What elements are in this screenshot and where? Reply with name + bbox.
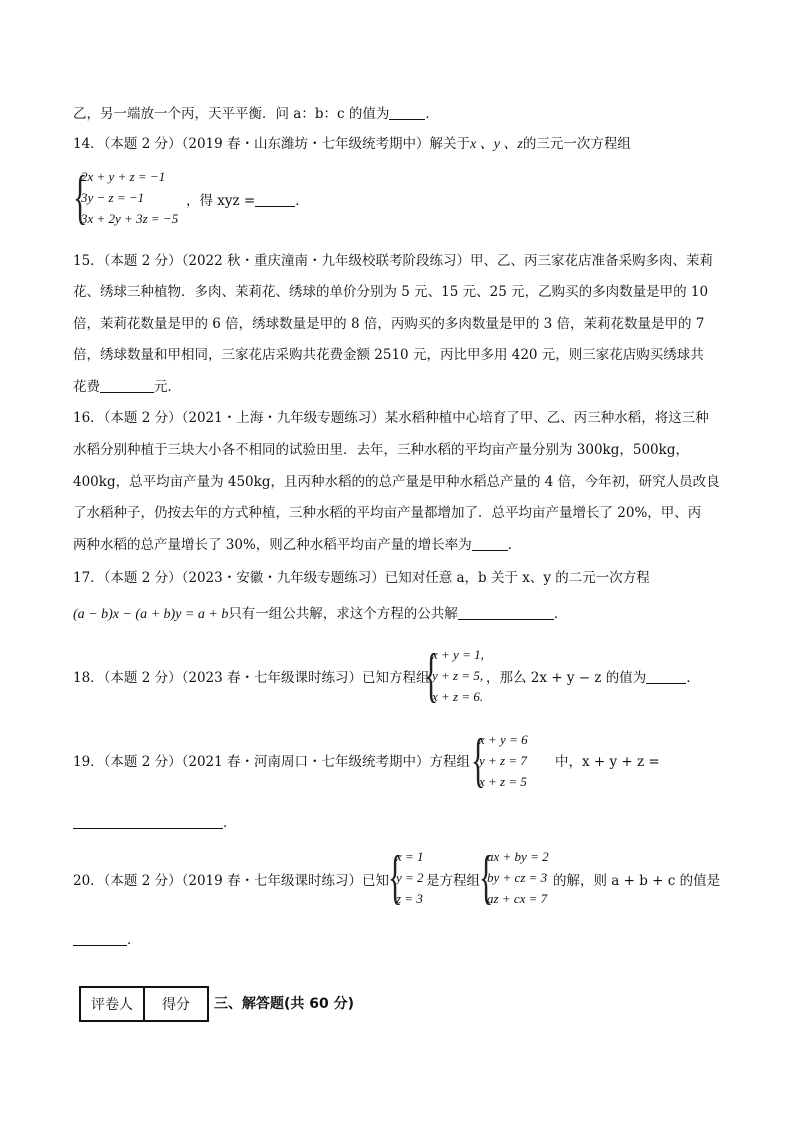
brace-icon: {: [479, 844, 494, 910]
answer-blank[interactable]: [472, 536, 508, 551]
q15-line: 15．（本题 2 分）（2022 秋・重庆潼南・九年级校联考阶段练习）甲、乙、丙三家花店准备采购多肉、茉莉: [73, 253, 713, 269]
q16-answer: 两种水稻的总产量增长了 30%，则乙种水稻平均亩产量的增长率为 ．: [73, 537, 522, 553]
q15-answer: 花费 元．: [73, 379, 181, 395]
brace-icon: {: [388, 844, 403, 910]
reviewer-cell: 评卷人: [80, 987, 144, 1021]
q15-line: 倍，绣球数量和甲相同，三家花店采购共花费金额 2510 元，丙比甲多用 420 元，则三家花店购买绣球共: [73, 347, 704, 363]
q15-line: 倍，茉莉花数量是甲的 6 倍，绣球数量是甲的 8 倍，丙购买的多肉数量是甲的 3 倍，茉莉花数量是甲的 7: [73, 316, 705, 332]
q19-expression: 中，x + y + z =: [555, 754, 660, 770]
score-cell: 得分: [144, 987, 208, 1021]
q16-line: 了水稻种子，仍按去年的方式种植，三种水稻的平均亩产量都增加了．总平均亩产量增长了 20%，甲、丙: [73, 505, 702, 521]
answer-blank[interactable]: [646, 669, 686, 684]
q18-answer: ，那么 2x + y − z 的值为 ．: [486, 670, 700, 686]
q14-stem: 14．（本题 2 分）（2019 春・山东潍坊・七年级统考期中）解关于x 、y 、z的三元一次方程组: [73, 136, 631, 152]
q20-solution: { x = 1 y = 2 z = 3: [388, 844, 424, 910]
q14-equation-system: { 2x + y + z = −1 3y − z = −1 3x + 2y + 3z = −5: [73, 164, 179, 230]
answer-blank[interactable]: [458, 605, 554, 620]
brace-icon: {: [424, 642, 439, 708]
q19-stem: 19．（本题 2 分）（2021 春・河南周口・七年级统考期中）方程组: [73, 754, 470, 770]
q16-line: 400kg，总平均亩产量为 450kg，且丙种水稻的的总产量是甲种水稻总产量的 4 倍，今年初，研究人员改良: [73, 474, 720, 490]
q20-tail: 的解，则 a + b + c 的值是: [553, 873, 721, 889]
q19-equation-system: { x + y = 6 y + z = 7 x + z = 5: [471, 727, 528, 793]
answer-blank[interactable]: [100, 378, 154, 393]
q20-answer: ．: [73, 930, 141, 950]
q19-answer: ．: [73, 813, 237, 833]
score-table: [79, 986, 209, 1022]
q20-stem: 20．（本题 2 分）（2019 春・七年级课时练习）已知: [73, 873, 389, 889]
brace-icon: {: [471, 727, 486, 793]
q18-stem: 18．（本题 2 分）（2023 春・七年级课时练习）已知方程组: [73, 670, 430, 686]
q16-line: 水稻分别种植于三块大小各不相同的试验田里．去年，三种水稻的平均亩产量分别为 300kg，500kg，: [73, 442, 689, 458]
q14-answer: ，得 xyz = ．: [186, 193, 309, 209]
answer-blank[interactable]: [73, 931, 127, 946]
q17-answer: (a − b)x − (a + b)y = a + b只有一组公共解，求这个方程的公共解 ．: [73, 606, 568, 622]
brace-icon: {: [73, 164, 88, 230]
q16-line: 16．（本题 2 分）（2021・上海・九年级专题练习）某水稻种植中心培育了甲、乙、丙三种水稻，将这三种: [73, 410, 709, 426]
q20-connector: 是方程组: [426, 873, 480, 889]
q20-equation-system: { ax + by = 2 by + cz = 3 az + cx = 7: [479, 844, 549, 910]
section-heading: 三、解答题(共 60 分): [214, 996, 355, 1012]
answer-blank[interactable]: [73, 814, 223, 829]
q18-equation-system: { x + y = 1, y + z = 5, x + z = 6.: [424, 642, 484, 708]
answer-blank[interactable]: [389, 105, 425, 120]
answer-blank[interactable]: [255, 192, 295, 207]
q17-stem: 17．（本题 2 分）（2023・安徽・九年级专题练习）已知对任意 a，b 关于 x、y 的二元一次方程: [73, 570, 650, 586]
q15-line: 花、绣球三种植物．多肉、茉莉花、绣球的单价分别为 5 元、15 元、25 元，乙购买的多肉数量是甲的 10: [73, 284, 709, 300]
q13-tail: 乙，另一端放一个丙，天平平衡．问 a：b：c 的值为 ．: [73, 106, 439, 122]
